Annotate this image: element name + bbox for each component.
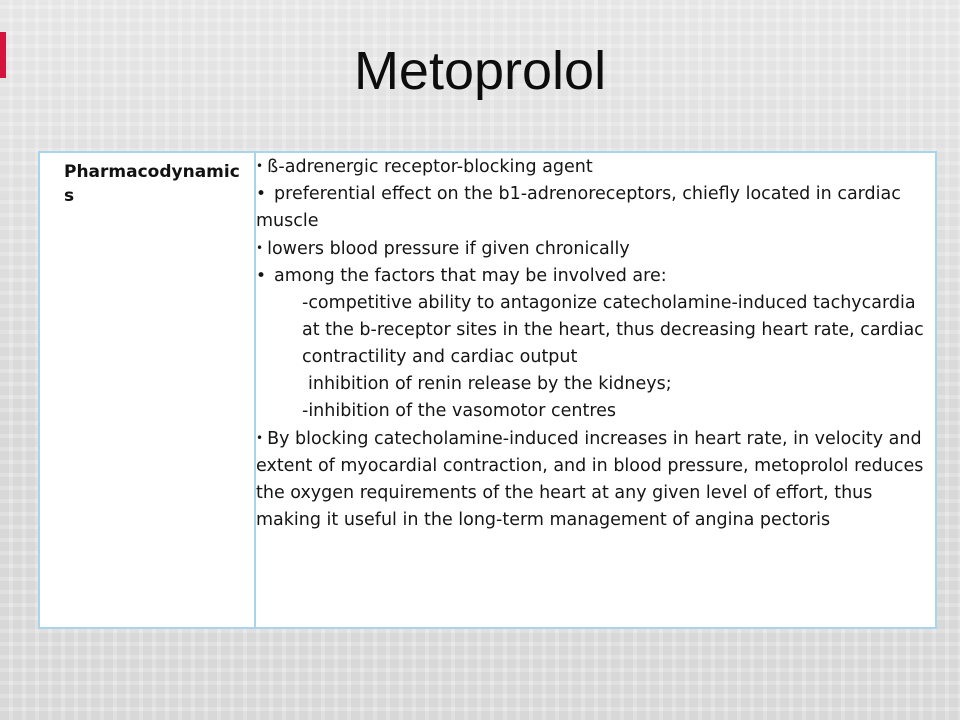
- bullet-item: [256, 425, 935, 534]
- bullet-dot-icon: •: [256, 266, 267, 286]
- bullet-item: [256, 263, 935, 290]
- bullet-dot-icon: •: [256, 241, 264, 255]
- bullet-text: ß-adrenergic receptor-blocking agent: [267, 157, 593, 177]
- content-body: [256, 153, 935, 534]
- bullet-item: [256, 235, 935, 263]
- pharmacodynamics-table: [38, 151, 937, 629]
- row-label: Pharmacodynamics: [64, 162, 240, 206]
- bullet-text: By blocking catecholamine-induced increases in heart rate, in velocity and extent of myocardial contraction, and in blood pressure, metoprolol reduces the oxygen requirements of the heart at any given level of effort, thus making it useful in the long-term management of angina pectoris: [256, 429, 924, 530]
- bullet-dot-icon: •: [256, 431, 264, 445]
- label-cell: [39, 152, 255, 628]
- bullet-dot-icon: •: [256, 159, 264, 173]
- sub-point: -inhibition of the vasomotor centres: [302, 401, 617, 421]
- bullet-text: among the factors that may be involved are:: [274, 266, 667, 286]
- content-cell: [255, 152, 936, 628]
- bullet-dot-icon: •: [256, 184, 267, 204]
- bullet-item: [256, 153, 935, 181]
- slide-title: Metoprolol: [353, 41, 607, 101]
- bullet-text: preferential effect on the b1-adrenoreceptors, chiefly located in cardiac muscle: [256, 184, 901, 231]
- bullet-text: lowers blood pressure if given chronically: [267, 239, 630, 259]
- table-row: [39, 152, 936, 628]
- bullet-item: [256, 181, 935, 235]
- sub-point: -competitive ability to antagonize catecholamine-induced tachycardia at the b-receptor sites in the heart, thus decreasing heart rate, cardiac contractility and cardiac output: [302, 293, 924, 367]
- sub-point: inhibition of renin release by the kidneys;: [308, 374, 672, 394]
